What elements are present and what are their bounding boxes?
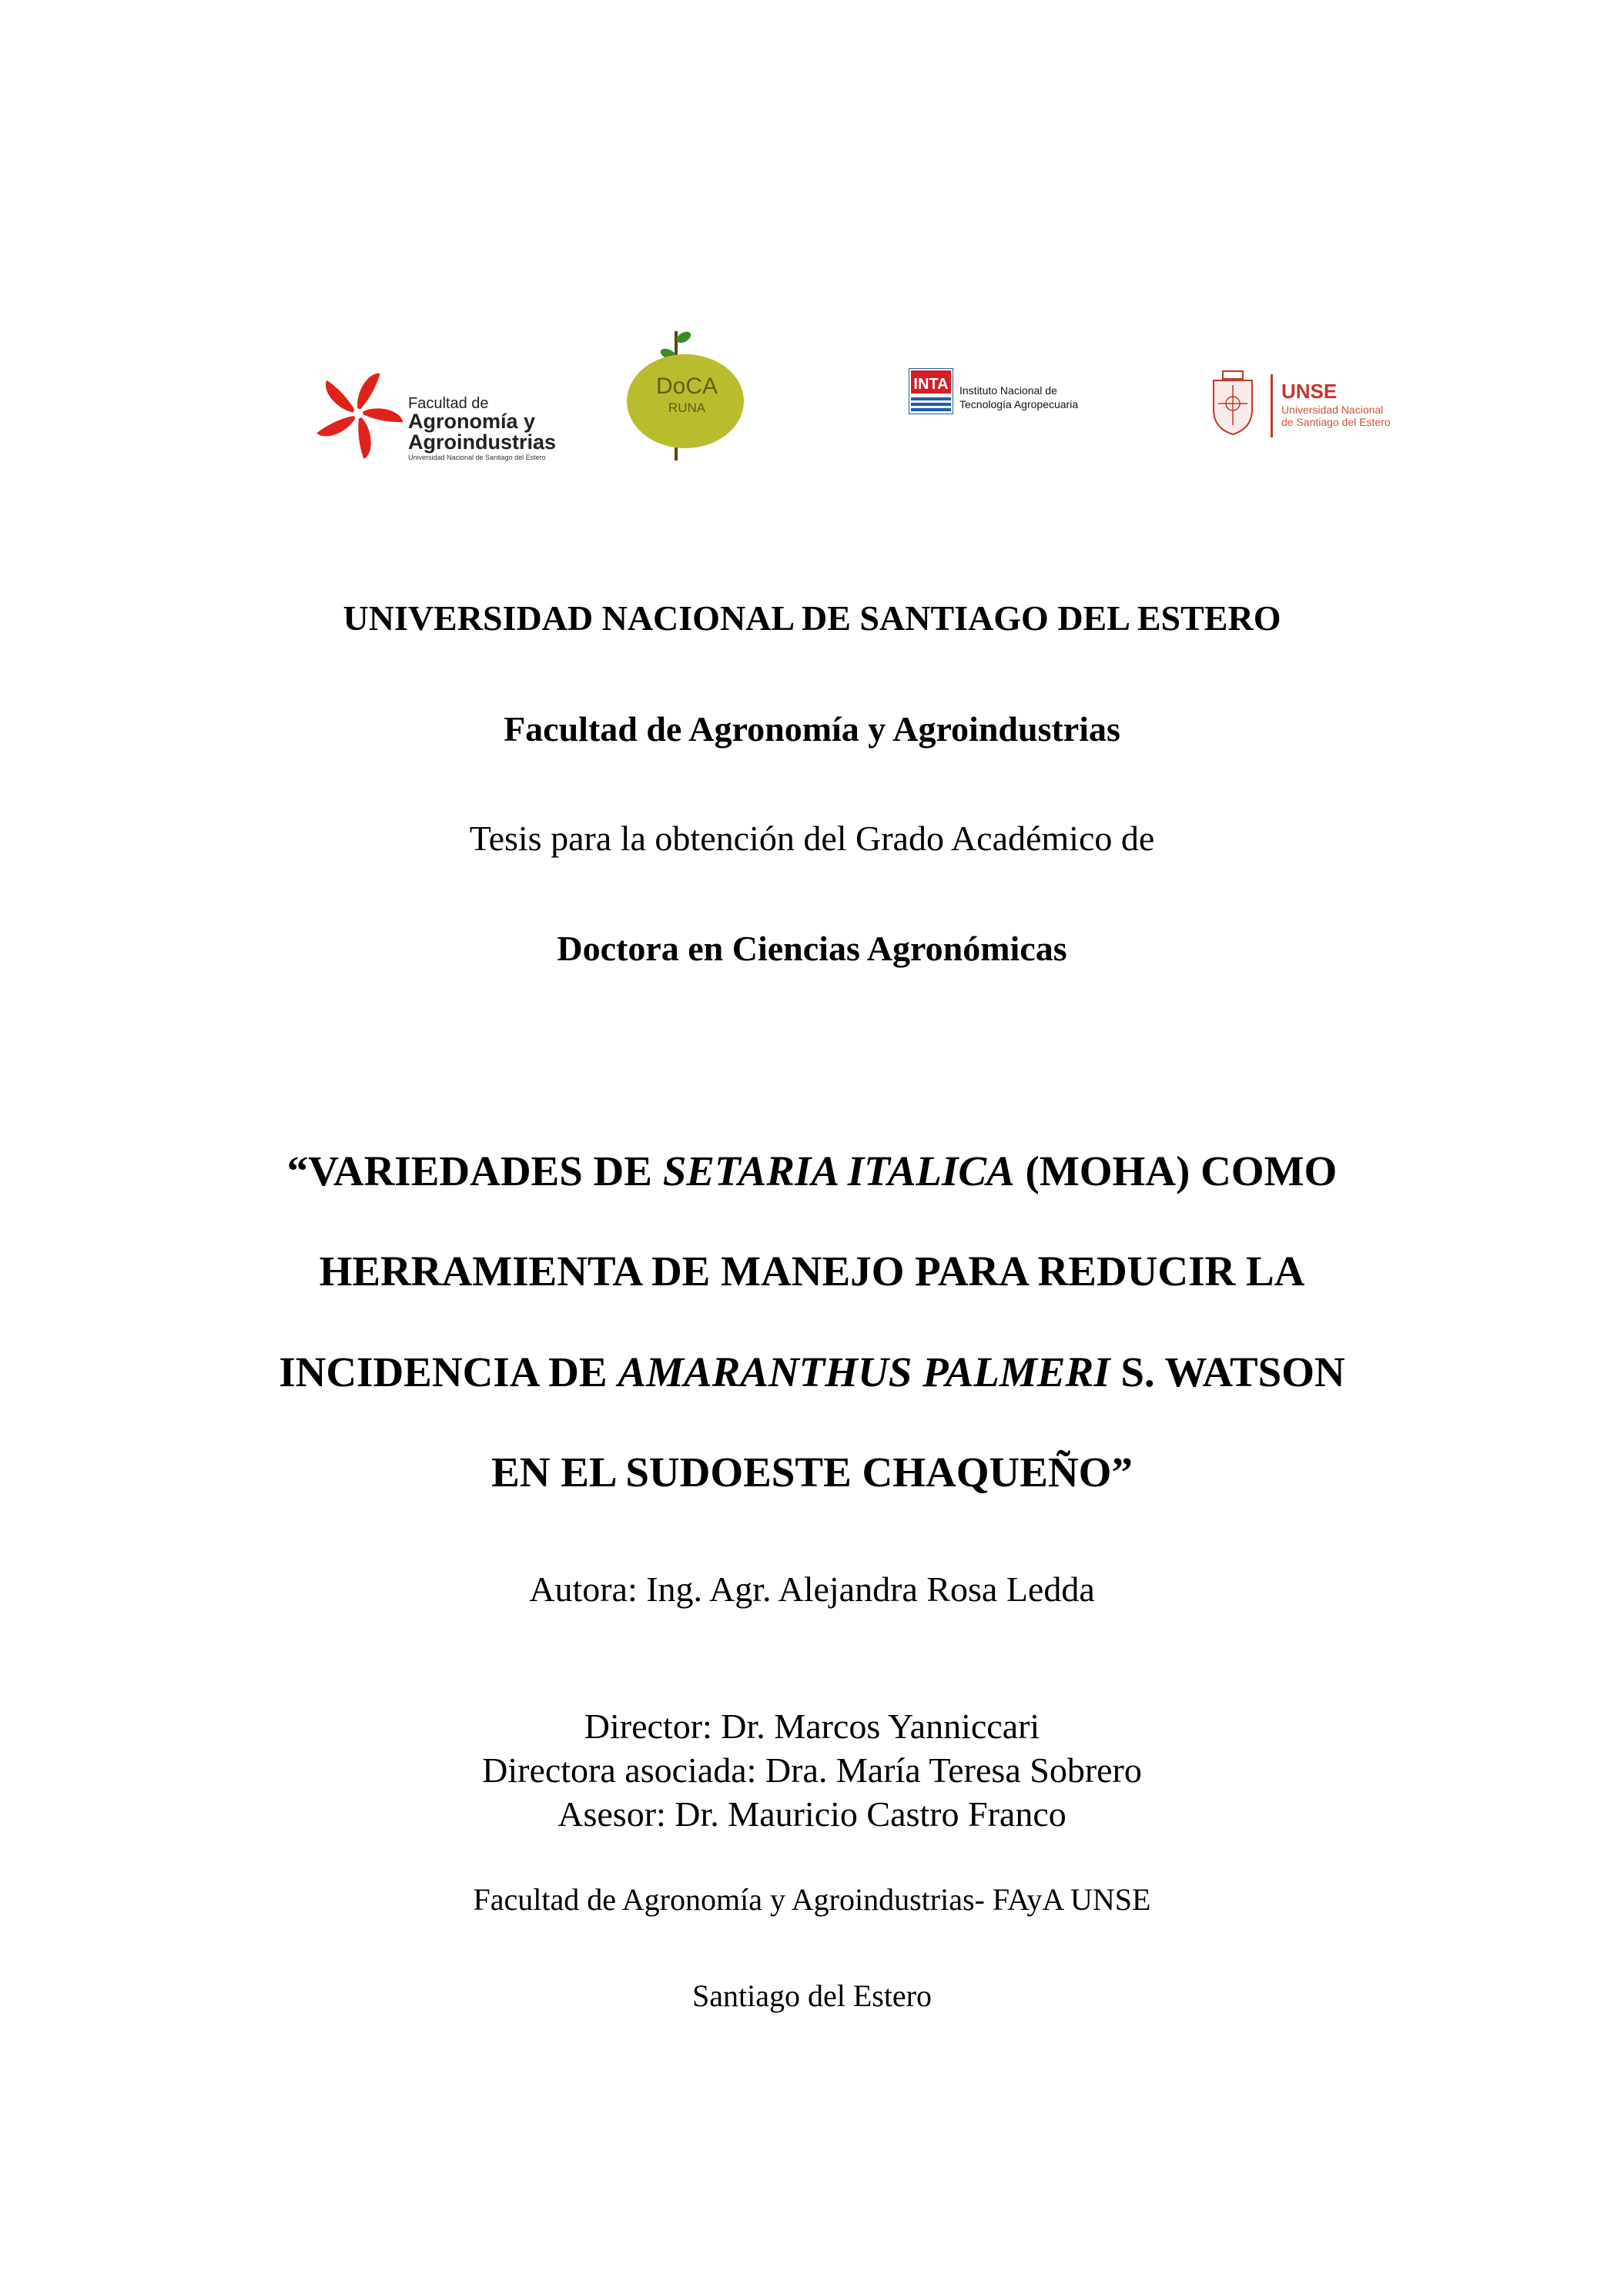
faya-logo-line4: Universidad Nacional de Santiago del Estero bbox=[408, 454, 546, 461]
faya-logo-line2: Agronomía y bbox=[408, 410, 536, 433]
faculty-name: Facultad de Agronomía y Agroindustrias bbox=[504, 709, 1120, 749]
institution-line: Facultad de Agronomía y Agroindustrias- FAyA UNSE bbox=[473, 1882, 1151, 1917]
thesis-purpose: Tesis para la obtención del Grado Académico de bbox=[469, 819, 1155, 858]
unse-divider bbox=[1271, 374, 1273, 437]
unse-logo-line2: Universidad Nacional bbox=[1281, 403, 1384, 416]
faya-logo-line3: Agroindustrias bbox=[408, 430, 557, 454]
thesis-title-line1 bbox=[0, 1147, 1624, 1195]
faya-logo-text bbox=[408, 396, 556, 461]
thesis-title-line2: HERRAMIENTA DE MANEJO PARA REDUCIR LA bbox=[319, 1248, 1305, 1295]
degree-name: Doctora en Ciencias Agronómicas bbox=[557, 929, 1067, 968]
faya-logo-line1: Facultad de bbox=[408, 395, 489, 412]
author-line: Autora: Ing. Agr. Alejandra Rosa Ledda bbox=[529, 1569, 1095, 1609]
thesis-title-line3 bbox=[0, 1348, 1624, 1396]
university-name: UNIVERSIDAD NACIONAL DE SANTIAGO DEL ESTERO bbox=[343, 598, 1281, 638]
doca-logo-line2: RUNA bbox=[668, 400, 706, 415]
inta-logo-text bbox=[959, 384, 1078, 411]
inta-logo bbox=[909, 368, 1109, 422]
inta-mark-icon bbox=[909, 368, 953, 414]
unse-logo bbox=[1209, 370, 1409, 447]
director-line: Director: Dr. Marcos Yanniccari bbox=[584, 1707, 1040, 1746]
faya-logo bbox=[308, 363, 570, 461]
doca-logo-line1: DoCA bbox=[656, 374, 718, 399]
co-director-line: Directora asociada: Dra. María Teresa Sobrero bbox=[482, 1750, 1142, 1790]
inta-logo-line1: Instituto Nacional de bbox=[959, 384, 1057, 397]
unse-logo-line1: UNSE bbox=[1281, 380, 1338, 403]
advisor-line: Asesor: Dr. Mauricio Castro Franco bbox=[558, 1794, 1066, 1834]
doca-runa-logo bbox=[622, 323, 757, 462]
inta-mark-text: INTA bbox=[913, 376, 949, 393]
title-species-setaria: SETARIA ITALICA bbox=[662, 1147, 1015, 1194]
title-species-amaranthus: AMARANTHUS PALMERI bbox=[618, 1348, 1110, 1395]
inta-logo-line2: Tecnología Agropecuaria bbox=[959, 398, 1079, 411]
place-line: Santiago del Estero bbox=[691, 1978, 933, 2013]
doca-logo-text bbox=[656, 375, 718, 414]
thesis-title-line4: EN EL SUDOESTE CHAQUEÑO” bbox=[491, 1449, 1133, 1496]
unse-logo-text bbox=[1281, 380, 1391, 428]
crest-icon bbox=[1209, 370, 1257, 436]
title-line1-c: (MOHA) COMO bbox=[1014, 1147, 1338, 1194]
logo-row bbox=[0, 323, 1624, 470]
title-line3-a: INCIDENCIA DE bbox=[279, 1348, 618, 1395]
title-line3-c: S. WATSON bbox=[1110, 1348, 1345, 1395]
unse-logo-line3: de Santiago del Estero bbox=[1281, 415, 1391, 428]
red-flower-icon bbox=[308, 363, 408, 464]
title-line1-a: “VARIEDADES DE bbox=[286, 1147, 663, 1194]
